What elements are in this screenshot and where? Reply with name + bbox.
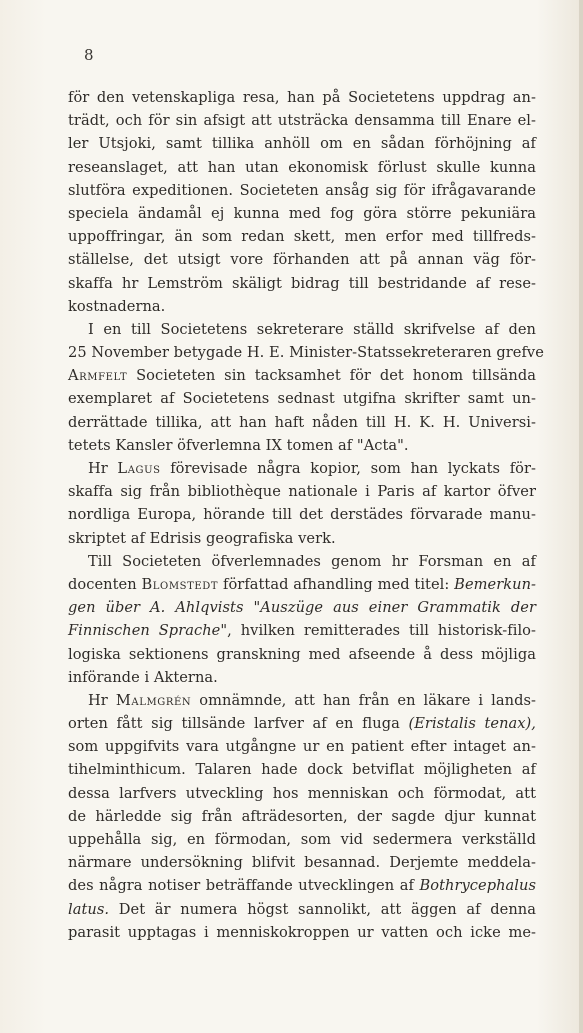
- text-line: [68, 573, 536, 596]
- name-small-caps: Blomstedt: [141, 575, 219, 593]
- text-line: skaffa hr Lemström skäligt bidrag till bestridande af rese-: [68, 274, 536, 292]
- text-line: skriptet af Edrisis geografiska verk.: [68, 529, 336, 547]
- text-line: införande i Akterna.: [68, 668, 218, 686]
- text-line: [68, 689, 536, 712]
- text-run: docenten: [68, 575, 142, 593]
- text-run: Societeten sin tacksamhet för det honom tillsända: [127, 367, 536, 385]
- text-line: ler Utsjoki, samt tillika anhöll om en sådan förhöjning af: [68, 135, 536, 153]
- text-run: des några notiser beträffande utvecklingen af: [68, 877, 420, 895]
- text-line: [68, 596, 536, 619]
- text-line: som uppgifvits vara utgångne ur en patient efter intaget an-: [68, 738, 536, 756]
- text-line: I en till Societetens sekreterare ställd skrifvelse af den: [88, 320, 536, 338]
- text-line: reseanslaget, att han utan ekonomisk förlust skulle kunna: [68, 158, 536, 176]
- italic-text: Bemerkun-: [454, 575, 537, 593]
- text-run: omnämnde, att han från en läkare i lands-: [191, 691, 536, 709]
- text-line: [68, 619, 536, 642]
- text-line: tihelminthicum. Talaren hade dock betviflat möjligheten af: [68, 761, 536, 779]
- text-line: [68, 874, 536, 897]
- text-line: [68, 712, 536, 735]
- text-line: derrättade tillika, att han haft nåden till H. K. H. Universi-: [68, 413, 536, 431]
- italic-text: (Eristalis tenax),: [408, 715, 536, 733]
- text-line: för den vetenskapliga resa, han på Societetens uppdrag an-: [68, 89, 536, 106]
- page-edge: [579, 0, 583, 1033]
- text-run: Hr: [88, 691, 116, 709]
- italic-text: Finnischen Sprache: [68, 622, 221, 640]
- text-run: författad afhandling med titel:: [218, 575, 455, 593]
- text-line: dessa larfvers utveckling hos menniskan och förmodat, att: [68, 784, 536, 802]
- italic-text: gen über A. Ahlqvists: [68, 599, 254, 617]
- text-line: parasit upptagas i menniskokroppen ur vatten och icke me-: [68, 923, 536, 941]
- text-run: orten fått sig tillsände larfver af en fluga: [68, 715, 409, 733]
- text-line: tetets Kansler öfverlemna IX tomen af "Acta".: [68, 436, 409, 454]
- italic-text: Auszüge aus einer Grammatik der: [260, 599, 536, 617]
- text-line: [68, 898, 536, 921]
- page-number: 8: [84, 46, 94, 64]
- italic-text: latus.: [68, 900, 110, 918]
- text-run: Det är numera högst sannolikt, att äggen af denna: [109, 900, 536, 918]
- text-run: förevisade några kopior, som han lyckats för-: [160, 460, 536, 477]
- text-line: närmare undersökning blifvit besannad. Derjemte meddela-: [68, 854, 536, 872]
- text-line: exemplaret af Societetens sednast utgifna skrifter samt un-: [68, 390, 536, 408]
- text-line: logiska sektionens granskning med afseende å dess möjliga: [68, 645, 536, 663]
- text-line: uppoffringar, än som redan skett, men erfor med tillfreds-: [68, 228, 536, 246]
- text-line: kostnaderna.: [68, 297, 166, 315]
- name-small-caps: Malmgrén: [115, 691, 192, 709]
- text-run: ", hvilken remitterades till historisk-filo-: [220, 622, 536, 640]
- name-small-caps: Armfelt: [68, 367, 128, 385]
- text-line: ställelse, det utsigt vore förhanden att på annan väg för-: [68, 251, 536, 269]
- text-line: Till Societeten öfverlemnades genom hr Forsman en af: [88, 552, 536, 570]
- text-line: trädt, och för sin afsigt att utsträcka densamma till Enare el-: [68, 112, 536, 130]
- text-line: de härledde sig från afträdesorten, der sagde djur kunnat: [68, 807, 536, 825]
- text-line: skaffa sig från bibliothèque nationale i Paris af kartor öfver: [68, 483, 536, 501]
- name-small-caps: Lagus: [117, 460, 161, 477]
- body-text: [68, 86, 544, 944]
- text-line: nordliga Europa, hörande till det derstädes förvarade manu-: [68, 506, 536, 524]
- text-line: slutföra expeditionen. Societeten ansåg sig för ifrågavarande: [68, 181, 536, 199]
- text-line: uppehålla sig, en förmodan, som vid sedermera verkställd: [68, 831, 536, 848]
- italic-text: Bothrycephalus: [419, 877, 536, 895]
- text-line: [68, 457, 536, 480]
- text-line: speciela ändamål ej kunna med fog göra större pekuniära: [68, 204, 536, 222]
- text-line: 25 November betygade H. E. Minister-Statssekreteraren grefve: [68, 344, 544, 362]
- text-run: Hr: [88, 460, 118, 477]
- text-line: [68, 364, 536, 387]
- italic-text: ": [253, 599, 261, 617]
